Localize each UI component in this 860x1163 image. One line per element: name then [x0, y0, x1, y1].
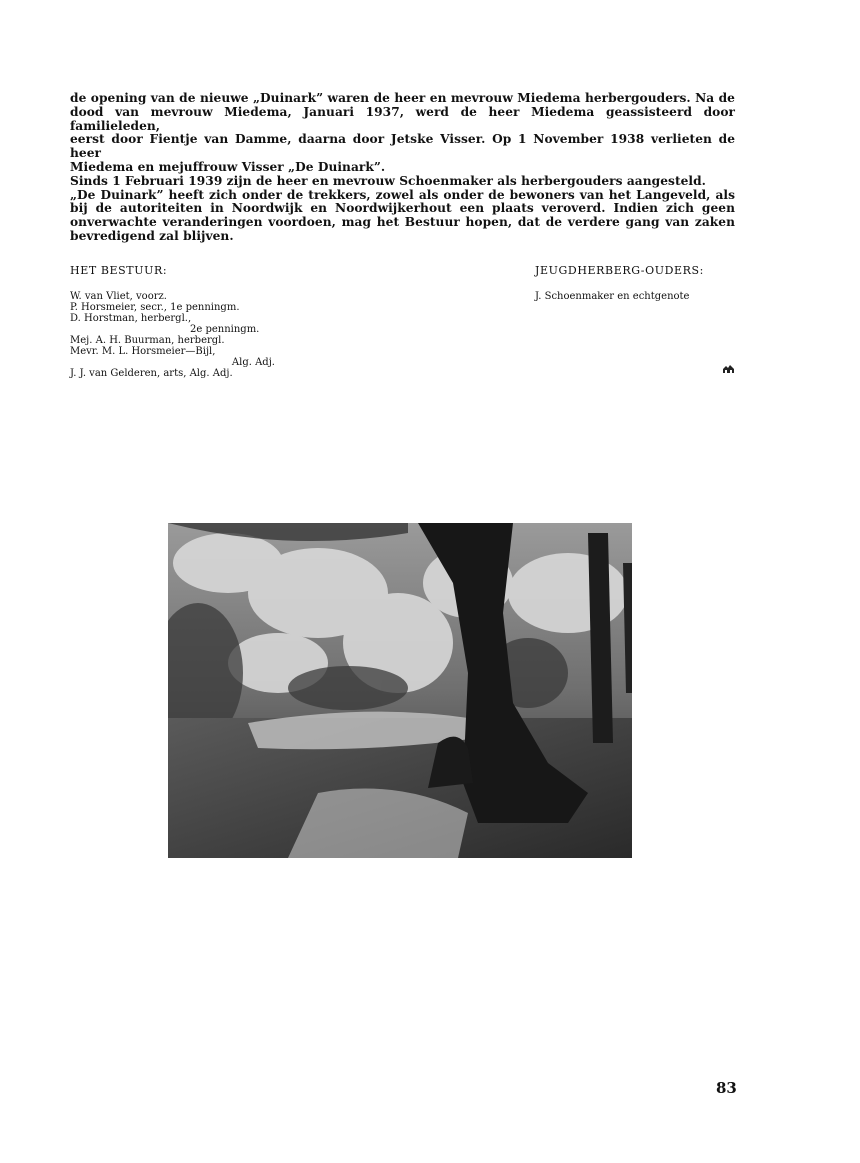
intro-line: bij de autoriteiten in Noordwijk en Noordwijkerhout een plaats veroverd. Indien zich geen [70, 201, 735, 216]
board-heading: HET BESTUUR: [70, 264, 168, 277]
board-member: Alg. Adj. [231, 357, 275, 368]
page-number: 83 [716, 1079, 737, 1097]
board-member: 2e penningm. [190, 324, 260, 335]
intro-line: Miedema en mejuffrouw Visser „De Duinark”. [70, 159, 386, 174]
hostel-emblem-icon [722, 364, 736, 374]
intro-line: de opening van de nieuwe „Duinark” waren de heer en mevrouw Miedema herbergouders. Na de [70, 91, 735, 105]
forest-photo [168, 523, 632, 858]
intro-line: „De Duinark” heeft zich onder de trekkers, zowel als onder de bewoners van het Langeveld, als [70, 187, 735, 202]
board-member: D. Horstman, herbergl., [70, 313, 192, 324]
parents-heading: JEUGDHERBERG-OUDERS: [535, 264, 704, 277]
intro-line: bevredigend zal blijven. [70, 228, 234, 243]
board-member: Mej. A. H. Buurman, herbergl. [70, 335, 225, 346]
board-member: Mevr. M. L. Horsmeier—Bijl, [70, 346, 216, 357]
intro-line: Sinds 1 Februari 1939 zijn de heer en mevrouw Schoenmaker als herbergouders aangesteld. [70, 173, 706, 188]
intro-text [70, 92, 735, 244]
intro-line: onverwachte veranderingen voordoen, mag het Bestuur hopen, dat de verdere gang van zaken [70, 215, 735, 230]
board-section [70, 265, 280, 379]
board-member: P. Horsmeier, secr., 1e penningm. [70, 302, 240, 313]
intro-line: dood van mevrouw Miedema, Januari 1937, werd de heer Miedema geassisteerd door familieleden, [70, 104, 735, 133]
board-member: W. van Vliet, voorz. [70, 291, 167, 302]
parents-section [535, 265, 755, 302]
parents-names: J. Schoenmaker en echtgenote [535, 291, 690, 302]
intro-line: eerst door Fientje van Damme, daarna door Jetske Visser. Op 1 November 1938 verlieten de heer [70, 132, 735, 161]
board-member: J. J. van Gelderen, arts, Alg. Adj. [70, 368, 233, 379]
